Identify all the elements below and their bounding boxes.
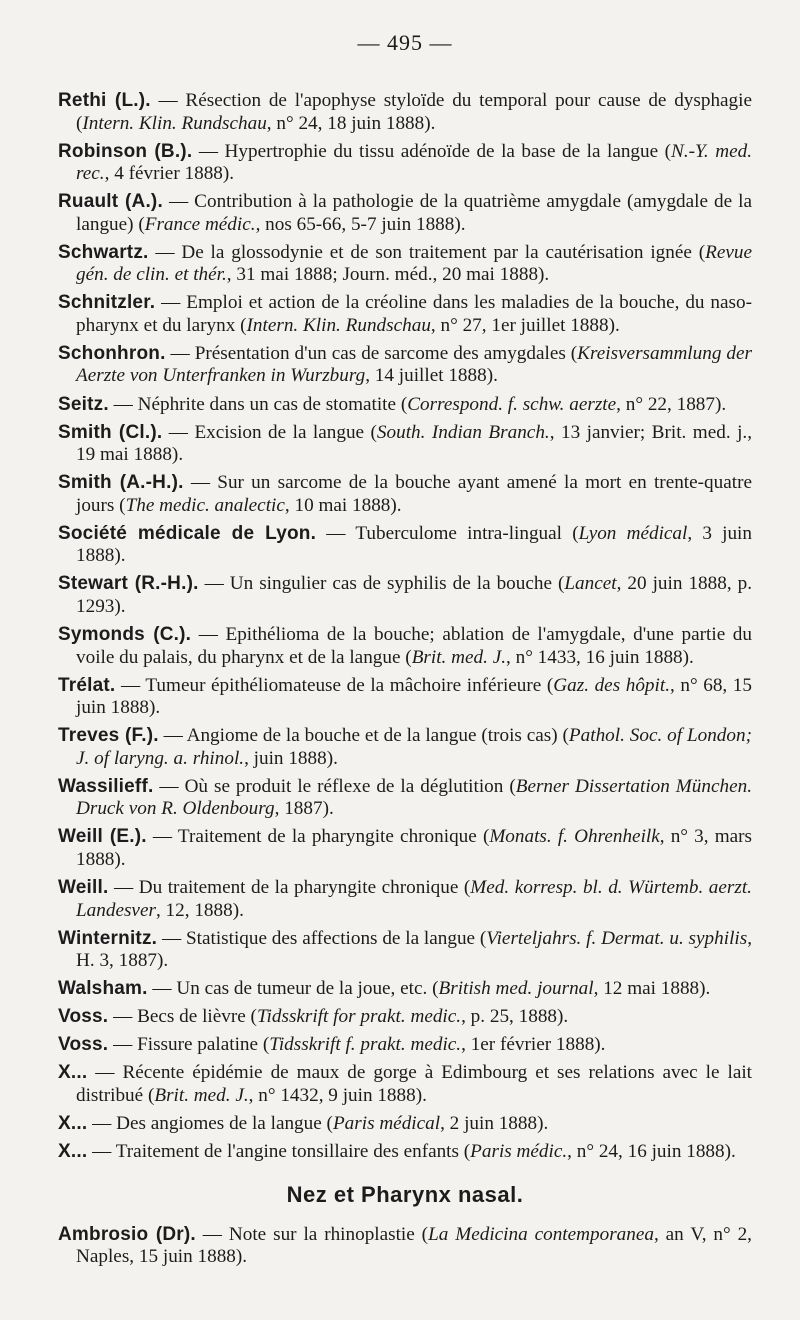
entry-reference: Pathol. Soc. of London; J. of laryng. a. rhinol.: [76, 725, 752, 769]
bibliography-entry: [58, 1141, 752, 1164]
entry-text: — Néphrite dans un cas de stomatite (: [108, 393, 408, 415]
entry-reference: Intern. Klin. Rundschau: [246, 314, 431, 336]
entry-text: — Angiome de la bouche et de la langue (trois cas) (: [158, 725, 569, 747]
entry-author: Weill.: [58, 877, 109, 898]
entry-author: Symonds (C.).: [58, 624, 192, 646]
entry-reference: La Medicina contemporanea: [428, 1223, 654, 1245]
bibliography-entry: [58, 242, 752, 287]
entry-reference: Brit. med. J.: [411, 646, 507, 668]
entry-tail: , n° 1432, 9 juin 1888).: [248, 1084, 427, 1106]
bibliography-entry: [58, 394, 752, 417]
entry-tail: , n° 3, mars 1888).: [76, 826, 752, 870]
entry-tail: , juin 1888).: [244, 747, 338, 769]
entry-author: Schnitzler.: [58, 292, 156, 314]
entry-text: — Sur un sarcome de la bouche ayant amené la mort en trente-quatre jours (: [76, 472, 752, 516]
entry-text: — Des angiomes de la langue (: [87, 1113, 333, 1135]
entry-text: — Contribution à la pathologie de la quatrième amygdale (amygdale de la langue) (: [76, 191, 753, 235]
entry-text: — Un singulier cas de syphilis de la bouche (: [198, 573, 565, 595]
entry-tail: , 1er février 1888).: [461, 1034, 606, 1056]
bibliography-entry: [58, 90, 752, 135]
entry-author: Schonhron.: [58, 342, 166, 364]
entry-tail: , 4 février 1888).: [104, 163, 235, 185]
section-bibliography-list: [58, 1224, 752, 1269]
bibliography-entry: [58, 826, 752, 871]
entry-text: — Du traitement de la pharyngite chronique (: [108, 877, 471, 898]
bibliography-entry: [58, 675, 752, 720]
entry-tail: , n° 24, 16 juin 1888).: [567, 1141, 736, 1163]
entry-tail: , n° 1433, 16 juin 1888).: [506, 646, 694, 668]
entry-reference: Berner Dissertation München. Druck von R. Oldenbourg: [76, 775, 752, 820]
bibliography-entry: [58, 1034, 752, 1057]
entry-text: — Traitement de l'angine tonsillaire des enfants (: [87, 1141, 471, 1163]
bibliography-entry: [58, 292, 752, 337]
entry-author: Walsham.: [58, 978, 148, 1000]
bibliography-entry: [58, 725, 752, 770]
entry-text: — Statistique des affections de la langue (: [157, 927, 487, 949]
entry-text: — Résection de l'apophyse styloïde du temporal pour cause de dysphagie (: [76, 90, 752, 134]
entry-tail: , 13 janvier; Brit. med. j., 19 mai 1888).: [76, 421, 752, 466]
entry-reference: N.-Y. med. rec.: [76, 140, 752, 185]
entry-author: Robinson (B.).: [58, 140, 193, 162]
entry-tail: , 10 mai 1888).: [284, 494, 402, 516]
bibliography-entry: [58, 928, 752, 973]
entry-tail: , 31 mai 1888; Journ. méd., 20 mai 1888).: [226, 264, 550, 286]
bibliography-entry: [58, 1224, 752, 1269]
bibliography-entry: [58, 877, 752, 922]
entry-text: — Excision de la langue (: [162, 421, 377, 443]
entry-reference: Paris médical: [332, 1113, 441, 1135]
entry-reference: Tidsskrift f. prakt. medic.: [269, 1034, 462, 1056]
entry-text: — Emploi et action de la créoline dans les maladies de la bouche, du naso-pharynx et du larynx (: [76, 292, 752, 336]
entry-text: — Becs de lièvre (: [108, 1006, 257, 1028]
entry-author: Wassilieff.: [58, 775, 154, 797]
entry-text: — Note sur la rhinoplastie (: [195, 1223, 429, 1245]
entry-tail: , n° 22, 1887).: [616, 393, 727, 415]
page-number: — 495 —: [357, 30, 453, 55]
entry-text: — Présentation d'un cas de sarcome des amygdales (: [165, 342, 578, 364]
entry-author: Seitz.: [58, 393, 109, 415]
bibliography-entry: [58, 191, 752, 236]
entry-tail: , nos 65-66, 5-7 juin 1888).: [255, 213, 466, 235]
entry-author: Rethi (L.).: [58, 90, 151, 111]
section-heading: Nez et Pharynx nasal.: [286, 1181, 524, 1207]
entry-text: — Hypertrophie du tissu adénoïde de la base de la langue (: [192, 140, 672, 162]
entry-author: Ruault (A.).: [58, 191, 163, 213]
entry-reference: Tidsskrift for prakt. medic.: [256, 1006, 462, 1028]
entry-reference: Med. korresp. bl. d. Würtemb. aerzt. Landesver: [76, 877, 752, 921]
entry-author: X...: [58, 1141, 88, 1163]
entry-text: — Un cas de tumeur de la joue, etc. (: [147, 978, 439, 1000]
entry-reference: Lyon médical: [578, 522, 688, 544]
entry-reference: Paris médic.: [470, 1141, 568, 1163]
entry-author: Smith (A.-H.).: [58, 472, 184, 494]
entry-tail: , 2 juin 1888).: [440, 1113, 549, 1135]
entry-tail: , n° 68, 15 juin 1888).: [76, 674, 752, 719]
entry-author: Voss.: [58, 1006, 109, 1028]
entry-text: — Tumeur épithéliomateuse de la mâchoire inférieure (: [115, 674, 554, 696]
entry-author: Ambrosio (Dr).: [58, 1223, 196, 1245]
entry-reference: Gaz. des hôpit.: [553, 674, 670, 696]
entry-tail: , H. 3, 1887).: [76, 927, 752, 972]
bibliography-list: [58, 90, 752, 1164]
entry-tail: , n° 24, 18 juin 1888).: [266, 112, 436, 134]
entry-text: — De la glossodynie et de son traitement par la cautérisation ignée (: [148, 241, 706, 263]
entry-reference: Lancet: [564, 573, 617, 595]
entry-tail: , p. 25, 1888).: [461, 1006, 569, 1028]
entry-reference: France médic.: [144, 213, 256, 235]
entry-author: Treves (F.).: [58, 725, 159, 747]
entry-author: Voss.: [58, 1034, 109, 1056]
entry-reference: British med. journal: [438, 978, 594, 1000]
entry-author: Winternitz.: [58, 927, 158, 949]
entry-tail: , 14 juillet 1888).: [365, 365, 498, 387]
bibliography-entry: [58, 523, 752, 568]
bibliography-entry: [58, 624, 752, 669]
bibliography-entry: [58, 1113, 752, 1136]
entry-author: X...: [58, 1113, 88, 1135]
entry-tail: , an V, n° 2, Naples, 15 juin 1888).: [76, 1223, 752, 1268]
entry-text: — Tuberculome intra-lingual (: [316, 522, 579, 544]
entry-author: Schwartz.: [58, 241, 149, 263]
entry-author: Trélat.: [58, 674, 116, 696]
entry-author: X...: [58, 1062, 88, 1084]
entry-tail: , 12, 1888).: [155, 899, 244, 921]
bibliography-entry: [58, 343, 752, 388]
entry-reference: Intern. Klin. Rundschau: [82, 112, 267, 134]
bibliography-entry: [58, 141, 752, 186]
entry-reference: The medic. analectic: [125, 494, 285, 516]
entry-text: — Traitement de la pharyngite chronique (: [146, 826, 490, 848]
entry-tail: , n° 27, 1er juillet 1888).: [430, 314, 620, 336]
entry-tail: , 3 juin 1888).: [76, 522, 752, 567]
entry-author: Stewart (R.-H.).: [58, 573, 199, 595]
entry-reference: Kreisversammlung der Aerzte von Unterfranken in Wurzburg: [76, 342, 752, 387]
entry-reference: Vierteljahrs. f. Dermat. u. syphilis: [486, 927, 748, 949]
entry-author: Smith (Cl.).: [58, 421, 163, 443]
entry-author: Société médicale de Lyon.: [58, 522, 317, 544]
bibliography-entry: [58, 422, 752, 467]
entry-reference: South. Indian Branch.: [376, 421, 550, 443]
entry-tail: , 12 mai 1888).: [593, 978, 711, 1000]
bibliography-entry: [58, 978, 752, 1001]
bibliography-entry: [58, 573, 752, 618]
bibliography-entry: [58, 776, 752, 821]
entry-text: — Epithélioma de la bouche; ablation de l'amygdale, d'une partie du voile du palais, du pharynx et de la langue (: [76, 624, 752, 668]
entry-author: Weill (E.).: [58, 826, 147, 848]
bibliography-entry: [58, 1062, 752, 1107]
entry-reference: Revue gén. de clin. et thér.: [76, 241, 752, 286]
entry-text: — Où se produit le réflexe de la déglutition (: [153, 775, 516, 797]
bibliography-entry: [58, 472, 752, 517]
bibliography-entry: [58, 1006, 752, 1029]
entry-reference: Monats. f. Ohrenheilk: [489, 826, 660, 848]
entry-tail: , 20 juin 1888, p. 1293).: [76, 573, 753, 617]
entry-tail: , 1887).: [274, 798, 334, 820]
entry-reference: Correspond. f. schw. aerzte: [407, 393, 617, 415]
entry-reference: Brit. med. J.: [154, 1084, 249, 1106]
entry-text: — Récente épidémie de maux de gorge à Edimbourg et ses relations avec le lait distribué (: [76, 1062, 752, 1106]
entry-text: — Fissure palatine (: [108, 1034, 270, 1056]
